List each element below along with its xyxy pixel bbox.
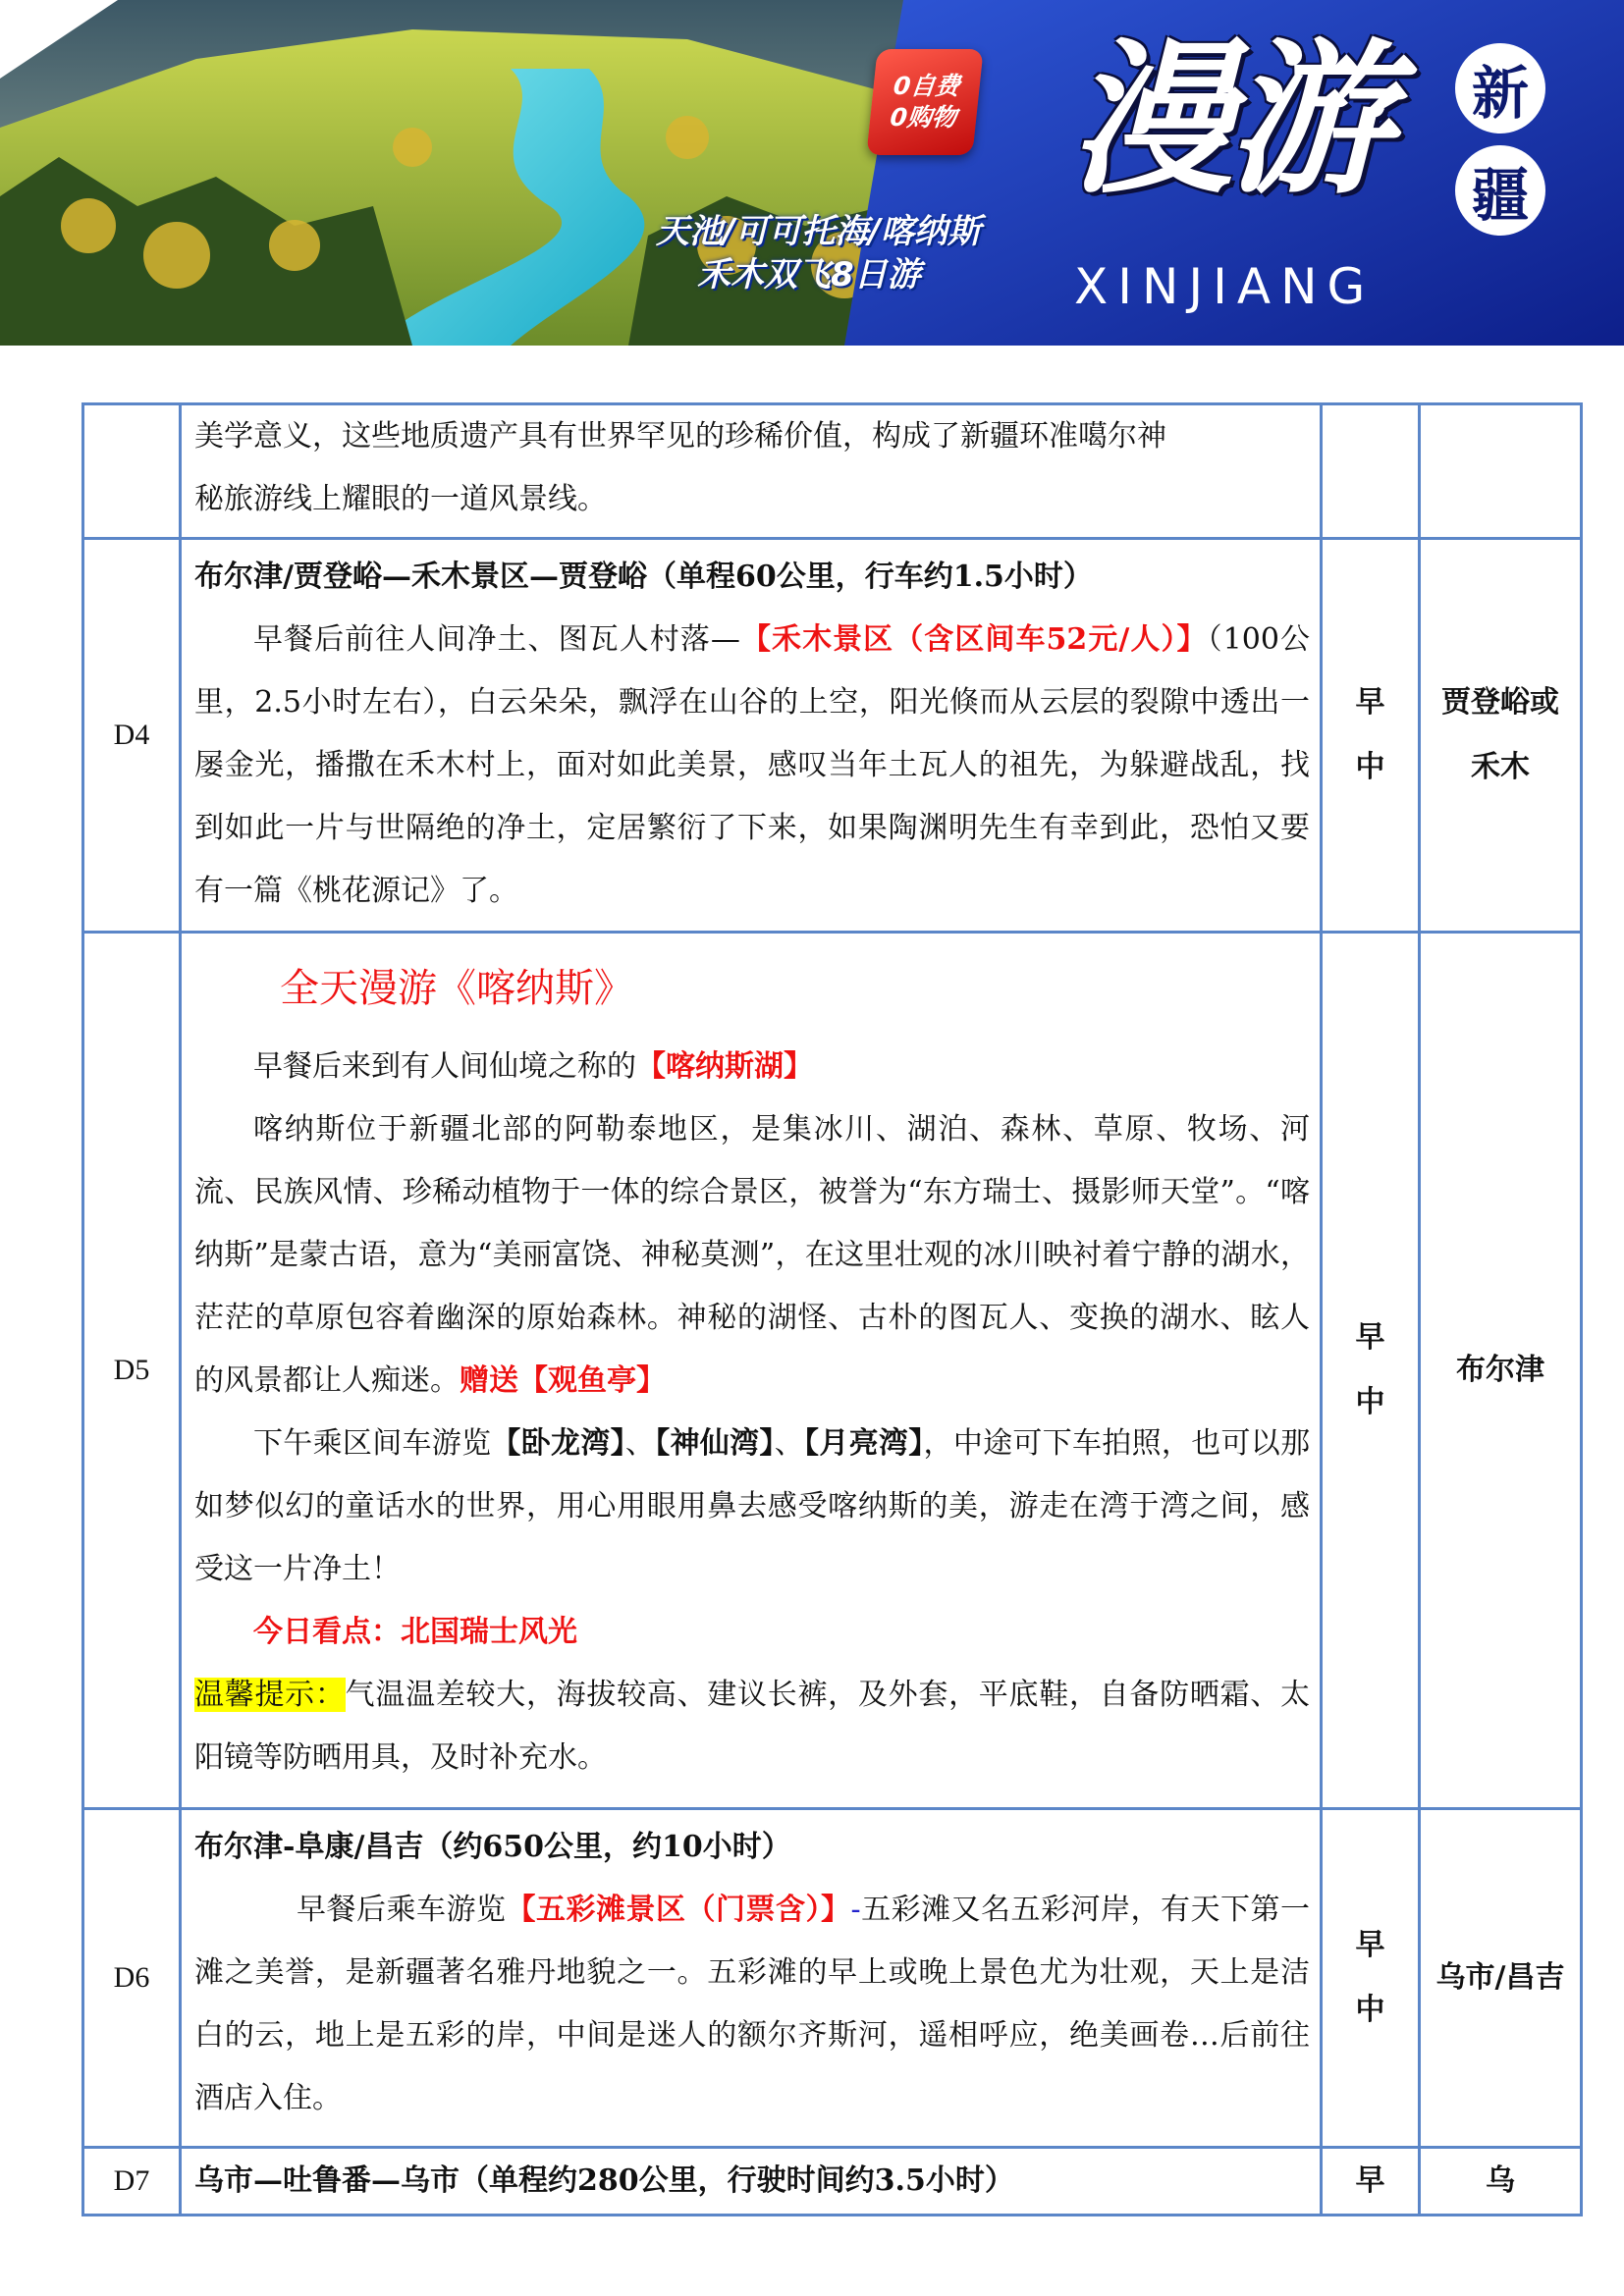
text-span: 气温温差较大，海拔较高、建议长裤，及外套，平底鞋，自备防晒霜、太阳镜等防晒用具，及时补充水。 xyxy=(194,1678,1311,1775)
text-span: 早餐后乘车游览 xyxy=(297,1893,507,1927)
day-label: D4 xyxy=(83,539,181,933)
day-title: 全天漫游《喀纳斯》 xyxy=(280,966,633,1011)
day-cell xyxy=(83,404,181,539)
hotel-cell: 乌市/昌吉 xyxy=(1420,1809,1582,2148)
region-char-2: 疆 xyxy=(1455,145,1545,236)
meal-breakfast: 早 xyxy=(1355,685,1385,720)
text-span: 、 xyxy=(624,1426,656,1461)
meal-cell xyxy=(1322,1809,1420,2148)
hotel-cell xyxy=(1420,404,1582,539)
hotel-cell: 贾登峪或禾木 xyxy=(1420,539,1582,933)
hotel-cell: 布尔津 xyxy=(1420,933,1582,1809)
day-heading: 布尔津-阜康/昌吉（约650公里，约10小时） xyxy=(194,1830,791,1864)
description-text xyxy=(194,1413,1310,1601)
no-fee-badge xyxy=(866,49,983,155)
table-row xyxy=(83,933,1582,1809)
description-cell xyxy=(181,1809,1322,2148)
table-row xyxy=(83,2148,1582,2216)
meal-cell xyxy=(1322,933,1420,1809)
route-line-2: 禾木双飞8日游 xyxy=(697,255,921,294)
description-cell xyxy=(181,2148,1322,2216)
badge-line-1: 0自费 xyxy=(892,72,961,100)
hotel-cell: 乌 xyxy=(1420,2148,1582,2216)
gift-highlight: 赠送【观鱼亭】 xyxy=(460,1363,666,1398)
description-text xyxy=(194,1098,1310,1413)
banner-title: 漫游 xyxy=(1068,24,1386,216)
description-text: 美学意义，这些地质遗产具有世界罕见的珍稀价值，构成了新疆环准噶尔神 xyxy=(194,419,1166,454)
attraction-highlight: 【禾木景区（含区间车52元/人）】 xyxy=(739,622,1208,657)
meal-cell: 早 xyxy=(1322,2148,1420,2216)
text-span: 下午乘区间车游览 xyxy=(253,1426,492,1461)
description-cell xyxy=(181,539,1322,933)
route-subtitle xyxy=(656,210,1068,296)
text-span: 早餐后来到有人间仙境之称的 xyxy=(253,1049,636,1084)
header-banner xyxy=(0,0,1624,346)
meal-breakfast: 早 xyxy=(1355,1320,1385,1355)
day-heading: 布尔津/贾登峪—禾木景区—贾登峪（单程60公里，行车约1.5小时） xyxy=(194,560,1093,594)
text-span: ，中途可下车拍照，也可以那如梦似幻的童话水的世界，用心用眼用鼻去感受喀纳斯的美，游走在湾于湾之间，感受这一片净土！ xyxy=(194,1426,1311,1586)
day-label: D7 xyxy=(83,2148,181,2216)
description-text: 秘旅游线上耀眼的一道风景线。 xyxy=(194,482,607,516)
text-span: - xyxy=(850,1893,861,1927)
badge-line-2: 0购物 xyxy=(889,103,958,132)
today-highlight: 今日看点：北国瑞士风光 xyxy=(253,1615,577,1649)
description-text xyxy=(194,609,1310,923)
tip-label: 温馨提示： xyxy=(194,1678,346,1712)
attraction-highlight: 【五彩滩景区（门票含）】 xyxy=(506,1893,851,1927)
text-span: （100公里，2.5小时左右），白云朵朵，飘浮在山谷的上空，阳光倏而从云层的裂隙中透出一屡金光，播撒在禾木村上，面对如此美景，感叹当年土瓦人的祖先，为躲避战乱，找到如此一片与世隔绝的净土，定居繁衍了下来，如果陶渊明先生有幸到此，恐怕又要有一篇《桃花源记》了。 xyxy=(194,622,1310,908)
spot-highlight: 【卧龙湾】 xyxy=(491,1426,625,1461)
day-label: D6 xyxy=(83,1809,181,2148)
itinerary-table xyxy=(81,402,1583,2216)
region-english: XINJIANG xyxy=(1074,258,1376,315)
meal-breakfast: 早 xyxy=(1355,1928,1385,1962)
table-row xyxy=(83,404,1582,539)
spot-highlight: 【神仙湾】 xyxy=(655,1426,775,1461)
text-span: 、 xyxy=(774,1426,805,1461)
region-char-1: 新 xyxy=(1455,43,1545,133)
meal-lunch: 中 xyxy=(1355,1993,1385,2027)
meal-lunch: 中 xyxy=(1355,1385,1385,1419)
description-cell xyxy=(181,933,1322,1809)
description-text xyxy=(194,1036,1310,1098)
table-row xyxy=(83,1809,1582,2148)
text-span: 喀纳斯位于新疆北部的阿勒泰地区，是集冰川、湖泊、森林、草原、牧场、河流、民族风情、珍稀动植物于一体的综合景区，被誉为“东方瑞士、摄影师天堂”。“喀纳斯”是蒙古语，意为“美丽富饶、神秘莫测”，在这里壮观的冰川映衬着宁静的湖水，茫茫的草原包容着幽深的原始森林。神秘的湖怪、古朴的图瓦人、变换的湖水、眩人的风景都让人痴迷。 xyxy=(194,1112,1310,1398)
attraction-highlight: 【喀纳斯湖】 xyxy=(636,1049,813,1084)
day-label: D5 xyxy=(83,933,181,1809)
meal-lunch: 中 xyxy=(1355,750,1385,784)
table-row xyxy=(83,539,1582,933)
description-cell xyxy=(181,404,1322,539)
text-span: 早餐后前往人间净土、图瓦人村落— xyxy=(253,622,740,657)
meal-cell xyxy=(1322,404,1420,539)
day-heading: 乌市—吐鲁番—乌市（单程约280公里，行驶时间约3.5小时） xyxy=(194,2163,1014,2198)
text-span: 五彩滩又名五彩河岸，有天下第一滩之美誉，是新疆著名雅丹地貌之一。五彩滩的早上或晚上景色尤为壮观，天上是洁白的云，地上是五彩的岸，中间是迷人的额尔齐斯河，遥相呼应，绝美画卷…后前往酒店入住。 xyxy=(194,1893,1311,2115)
spot-highlight: 【月亮湾】 xyxy=(804,1426,924,1461)
description-text xyxy=(194,1879,1310,2130)
tip-text xyxy=(194,1664,1310,1789)
route-line-1: 天池/可可托海/喀纳斯 xyxy=(656,212,981,251)
meal-cell xyxy=(1322,539,1420,933)
